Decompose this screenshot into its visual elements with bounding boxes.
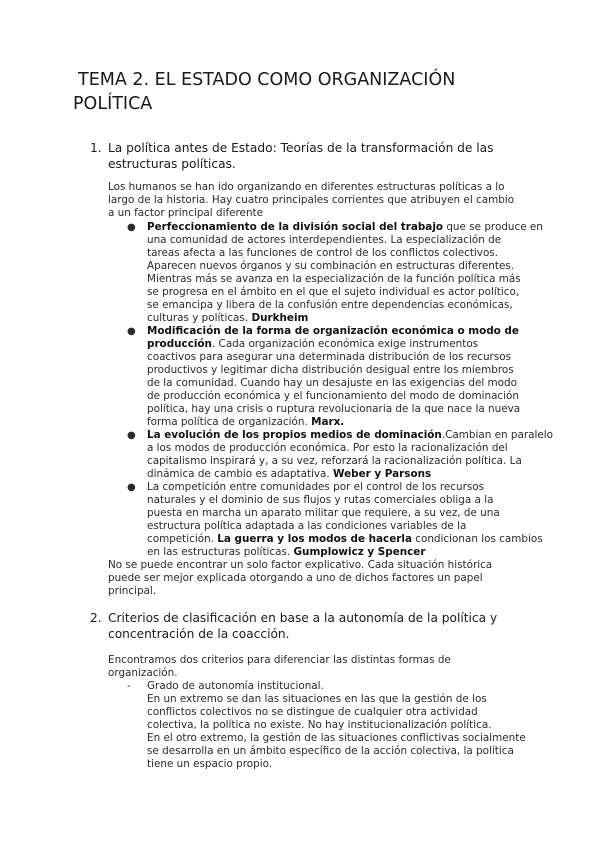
bullet-text: forma política de organización. bbox=[147, 416, 312, 428]
author-name: Weber y Parsons bbox=[333, 468, 432, 480]
bullet-line: capitalismo inspirará y, a su vez, reforzará la racionalización política. La bbox=[147, 455, 522, 467]
bullet-line: puesta en marcha un aparato militar que requiere, a su vez, de una bbox=[147, 507, 500, 519]
bullet-text: .Cambian en paralelo bbox=[441, 429, 554, 441]
paragraph-line: puede ser mejor explicada otorgando a uno de dichos factores un papel bbox=[108, 572, 483, 584]
bullet-line: de la comunidad. Cuando hay un desajuste en las exigencias del modo bbox=[147, 377, 517, 389]
bullet-line bbox=[147, 468, 553, 481]
paragraph-line: No se puede encontrar un solo factor explicativo. Cada situación histórica bbox=[108, 559, 493, 571]
section-2-heading bbox=[90, 610, 530, 644]
section-heading-line: concentración de la coacción. bbox=[108, 627, 290, 641]
bullet-text: que se produce en bbox=[443, 221, 543, 233]
paragraph-line: largo de la historia. Hay cuatro principales corrientes que atribuyen el cambio bbox=[108, 194, 515, 206]
bullet-line bbox=[147, 221, 543, 234]
bullet-line bbox=[147, 416, 520, 429]
bullet-line: tareas afecta a las funciones de control de los conflictos colectivos. bbox=[147, 247, 499, 259]
bullet-line: se progresa en el ámbito en el que el sujeto individual es actor político, bbox=[147, 286, 520, 298]
bullet-line: política, hay una crisis o ruptura revolucionaria de la que nace la nueva bbox=[147, 403, 521, 415]
bullet-line: de producción económica y el funcionamiento del modo de dominación bbox=[147, 390, 519, 402]
bold-term: Perfeccionamiento de la división social del trabajo bbox=[147, 221, 444, 233]
bullet-line: se emancipa y libera de la confusión entre dependencias económicas, bbox=[147, 299, 513, 311]
bullet-line: Aparecen nuevos órganos y su combinación en estructuras diferentes. bbox=[147, 260, 515, 272]
bullet-line bbox=[147, 546, 543, 559]
paragraph-line: organización. bbox=[108, 667, 178, 679]
bullet-marker: ● bbox=[127, 222, 136, 233]
bullet-text: en las estructuras políticas. bbox=[147, 546, 294, 558]
bullet-line: naturales y el dominio de sus flujos y rutas comerciales obliga a la bbox=[147, 494, 494, 506]
paragraph-line: principal. bbox=[108, 585, 157, 597]
bullet-line: estructura política adaptada a las condiciones variables de la bbox=[147, 520, 467, 532]
bold-term: Modificación de la forma de organización económica o modo de bbox=[147, 325, 519, 337]
bullet-line: La competición entre comunidades por el control de los recursos bbox=[147, 481, 485, 493]
list-line: se desarrolla en un ámbito específico de la acción colectiva, la política bbox=[147, 745, 514, 757]
list-line: En el otro extremo, la gestión de las situaciones conflictivas socialmente bbox=[147, 732, 526, 744]
section-number: 2. bbox=[90, 611, 102, 625]
bullet-marker: ● bbox=[127, 482, 136, 493]
section-heading-line: Criterios de clasificación en base a la autonomía de la política y bbox=[108, 611, 498, 625]
list-line: tiene un espacio propio. bbox=[147, 758, 273, 770]
bold-term: La evolución de los propios medios de dominación bbox=[147, 429, 442, 441]
bullet-line: coactivos para asegurar una determinada distribución de los recursos bbox=[147, 351, 512, 363]
bullet-text: condicionan los cambios bbox=[411, 533, 543, 545]
paragraph-line: a un factor principal diferente bbox=[108, 207, 264, 219]
paragraph-line: Encontramos dos criterios para diferenciar las distintas formas de bbox=[108, 654, 451, 666]
bullet-line: Mientras más se avanza en la especialización de la función política más bbox=[147, 273, 521, 285]
bullet-text: . Cada organización económica exige instrumentos bbox=[211, 338, 479, 350]
page-title bbox=[73, 68, 533, 116]
bullet-marker: ● bbox=[127, 326, 136, 337]
list-line: En un extremo se dan las situaciones en las que la gestión de los bbox=[147, 693, 487, 705]
author-name: Durkheim bbox=[251, 312, 309, 324]
bullet-line bbox=[147, 338, 520, 351]
bullet-marker: ● bbox=[127, 430, 136, 441]
section-heading-line: estructuras políticas. bbox=[108, 157, 236, 171]
author-name: Gumplowicz y Spencer bbox=[293, 546, 426, 558]
title-line: TEMA 2. EL ESTADO COMO ORGANIZACIÓN bbox=[78, 70, 456, 90]
section-1-heading bbox=[90, 140, 510, 174]
bold-term: producción bbox=[147, 338, 212, 350]
conclusion-paragraph bbox=[108, 559, 492, 598]
bullet-text: culturas y políticas. bbox=[147, 312, 252, 324]
bullet-line: a los modos de producción económica. Por esto la racionalización del bbox=[147, 442, 508, 454]
dash-marker: - bbox=[127, 680, 131, 692]
bullet-line bbox=[147, 312, 543, 325]
bullet-text: competición. bbox=[147, 533, 218, 545]
bold-term: La guerra y los modos de hacerla bbox=[217, 533, 412, 545]
bullet-line bbox=[147, 325, 520, 338]
section-heading-line: La política antes de Estado: Teorías de la transformación de las bbox=[108, 141, 494, 155]
criteria-intro-paragraph bbox=[108, 654, 451, 680]
author-name: Marx. bbox=[311, 416, 345, 428]
section-number: 1. bbox=[90, 141, 102, 155]
bullet-line: una comunidad de actores interdependientes. La especialización de bbox=[147, 234, 502, 246]
bullet-line: productivos y legitimar dicha distribución desigual entre los miembros bbox=[147, 364, 514, 376]
bullet-line bbox=[147, 533, 543, 546]
paragraph-line: Los humanos se han ido organizando en diferentes estructuras políticas a lo bbox=[108, 181, 505, 193]
list-line: colectiva, la política no existe. No hay institucionalización política. bbox=[147, 719, 492, 731]
intro-paragraph bbox=[108, 181, 514, 220]
bullet-line bbox=[147, 429, 553, 442]
list-line: conflictos colectivos no se distingue de cualquier otra actividad bbox=[147, 706, 478, 718]
bullet-text: dinámica de cambio es adaptativa. bbox=[147, 468, 334, 480]
list-line: Grado de autonomía institucional. bbox=[147, 680, 324, 692]
title-line: POLÍTICA bbox=[73, 94, 153, 114]
